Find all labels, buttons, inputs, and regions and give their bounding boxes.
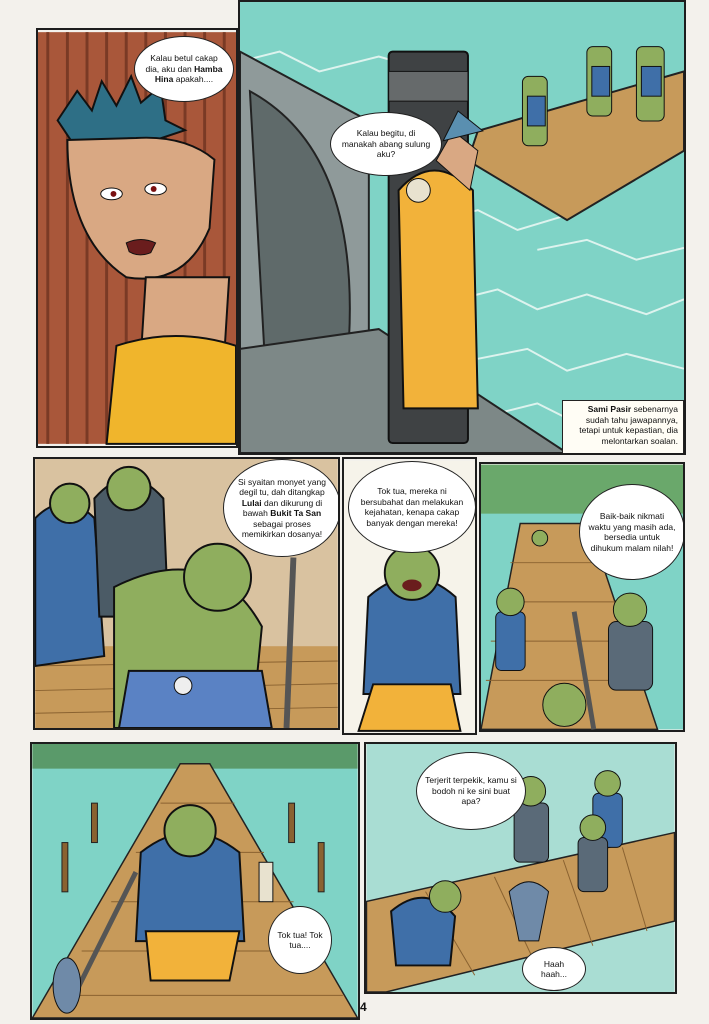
panel-1: [36, 28, 238, 448]
speech-bubble: [330, 112, 442, 176]
bubble-text: Haah haah...: [541, 958, 567, 979]
bubble-bold: Hamba Hina: [154, 63, 223, 85]
narration-caption: [562, 400, 684, 454]
panel-6: [30, 742, 360, 1020]
bubble-text: Si syaitan monyet yang degil tu, dah ditangkap: [238, 476, 326, 497]
speech-bubble: [579, 484, 685, 580]
panel-2: [238, 0, 686, 455]
caption-bold: Sami Pasir: [587, 404, 632, 414]
panel-2-art: [240, 2, 684, 453]
speech-bubble: [348, 461, 476, 553]
bubble-text: sebagai proses memikirkan dosanya!: [241, 518, 323, 539]
caption-text: sebenarnya sudah tahu jawapannya, tetapi untuk kepastian, dia melontarkan soalan.: [579, 404, 678, 446]
speech-bubble: [416, 752, 526, 830]
bubble-text: Tok tua, mereka ni bersubahat dan melakukan kejahatan, kenapa cakap banyak dengan mereka!: [360, 486, 464, 528]
speech-bubble: [268, 906, 332, 974]
bubble-text: Terjerit terpekik, kamu si bodoh ni ke sini buat apa?: [425, 775, 517, 807]
bubble-text: Tok tua! Tok tua....: [277, 929, 323, 950]
bubble-text: Kalau begitu, di manakah abang sulung aku?: [341, 128, 431, 160]
panel-3: [33, 457, 340, 730]
bubble-text: apakah....: [175, 74, 214, 85]
bubble-text: Baik-baik nikmati waktu yang masih ada, bersedia untuk dihukum malam nilah!: [588, 511, 676, 553]
bubble-bold: Lulai: [241, 497, 262, 508]
bubble-text: Kalau betul cakap dia, aku dan: [145, 53, 218, 74]
bubble-text: dan dikurung di bawah: [242, 497, 323, 518]
bubble-bold: Bukit Ta San: [270, 508, 322, 518]
speech-bubble: [134, 36, 234, 102]
panel-6-art: [32, 744, 358, 1018]
page-number: 4: [360, 1000, 367, 1014]
panel-5: [479, 462, 685, 732]
panel-7: [364, 742, 677, 994]
panel-4: [342, 457, 477, 735]
speech-bubble: [522, 947, 586, 991]
speech-bubble: [223, 459, 340, 557]
